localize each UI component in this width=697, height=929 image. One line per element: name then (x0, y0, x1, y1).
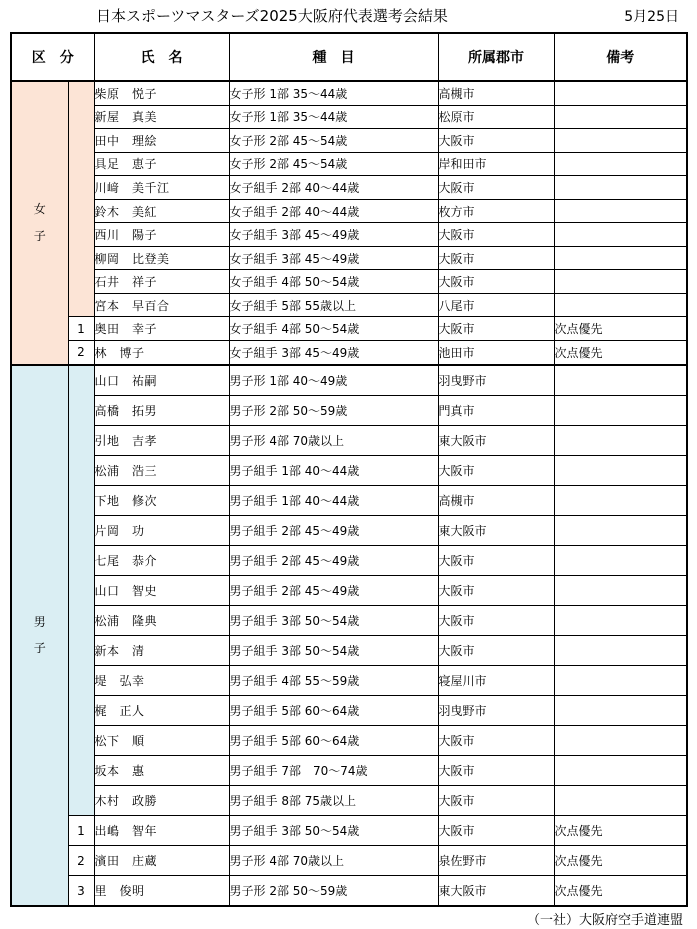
athlete-name: 宮本 早百合 (94, 293, 229, 317)
city-name: 松原市 (438, 105, 554, 129)
event-name: 男子形 4部 70歳以上 (229, 846, 438, 876)
men-table-row (11, 756, 687, 786)
athlete-name: 七尾 恭介 (94, 545, 229, 575)
athlete-name: 川﨑 美千江 (94, 176, 229, 200)
athlete-name: 里 俊明 (94, 876, 229, 907)
men-table-row (11, 846, 687, 876)
athlete-name: 林 博子 (94, 341, 229, 365)
note-cell (554, 696, 687, 726)
event-name: 女子組手 3部 45～49歳 (229, 341, 438, 365)
city-name: 東大阪市 (438, 515, 554, 545)
note-cell (554, 270, 687, 294)
men-table-row (11, 485, 687, 515)
event-name: 男子形 1部 40～49歳 (229, 365, 438, 396)
men-table-row (11, 666, 687, 696)
men-table-row (11, 545, 687, 575)
athlete-name: 高橋 拓男 (94, 395, 229, 425)
note-cell (554, 515, 687, 545)
city-name: 大阪市 (438, 129, 554, 153)
note-cell (554, 545, 687, 575)
city-name: 大阪市 (438, 317, 554, 341)
athlete-name: 出嶋 智年 (94, 816, 229, 846)
men-table-row (11, 395, 687, 425)
men-table-row (11, 696, 687, 726)
event-name: 女子形 1部 35～44歳 (229, 81, 438, 105)
note-cell: 次点優先 (554, 341, 687, 365)
city-name: 寝屋川市 (438, 666, 554, 696)
event-name: 男子組手 2部 45～49歳 (229, 515, 438, 545)
men-main-column (68, 365, 94, 816)
city-name: 大阪市 (438, 176, 554, 200)
women-table-row (11, 317, 687, 341)
city-name: 東大阪市 (438, 876, 554, 907)
men-table-row (11, 365, 687, 396)
athlete-name: 石井 祥子 (94, 270, 229, 294)
city-name: 大阪市 (438, 246, 554, 270)
alternate-rank: 3 (68, 876, 94, 907)
city-name: 枚方市 (438, 199, 554, 223)
city-name: 八尾市 (438, 293, 554, 317)
document-title: 日本スポーツマスターズ2025大阪府代表選考会結果 (96, 7, 448, 25)
alternate-rank: 2 (68, 846, 94, 876)
alternate-rank: 2 (68, 341, 94, 365)
athlete-name: 引地 吉孝 (94, 425, 229, 455)
men-table-row (11, 876, 687, 907)
city-name: 大阪市 (438, 635, 554, 665)
event-name: 女子形 2部 45～54歳 (229, 152, 438, 176)
event-name: 男子組手 5部 60～64歳 (229, 726, 438, 756)
note-cell (554, 246, 687, 270)
note-cell (554, 485, 687, 515)
athlete-name: 山口 智史 (94, 575, 229, 605)
men-table-row (11, 605, 687, 635)
note-cell (554, 455, 687, 485)
header-city: 所属郡市 (438, 33, 554, 81)
alternate-rank: 1 (68, 816, 94, 846)
results-body (11, 81, 687, 906)
note-cell (554, 293, 687, 317)
event-name: 女子組手 2部 40～44歳 (229, 176, 438, 200)
women-table-row (11, 223, 687, 247)
men-table-row (11, 455, 687, 485)
men-table-row (11, 635, 687, 665)
note-cell (554, 152, 687, 176)
header-event: 種 目 (229, 33, 438, 81)
event-name: 男子組手 2部 45～49歳 (229, 575, 438, 605)
men-table-row (11, 515, 687, 545)
event-name: 男子組手 3部 50～54歳 (229, 635, 438, 665)
city-name: 東大阪市 (438, 425, 554, 455)
event-name: 男子組手 3部 50～54歳 (229, 605, 438, 635)
note-cell (554, 756, 687, 786)
athlete-name: 片岡 功 (94, 515, 229, 545)
note-cell (554, 223, 687, 247)
athlete-name: 山口 祐嗣 (94, 365, 229, 396)
men-table-row (11, 786, 687, 816)
note-cell: 次点優先 (554, 317, 687, 341)
athlete-name: 柳岡 比登美 (94, 246, 229, 270)
note-cell (554, 605, 687, 635)
event-name: 男子組手 4部 55～59歳 (229, 666, 438, 696)
event-name: 女子組手 3部 45～49歳 (229, 223, 438, 247)
city-name: 大阪市 (438, 605, 554, 635)
men-table-row (11, 425, 687, 455)
women-main-column (68, 81, 94, 317)
women-table-row (11, 105, 687, 129)
women-table-row (11, 246, 687, 270)
note-cell (554, 81, 687, 105)
city-name: 高槻市 (438, 485, 554, 515)
event-name: 女子組手 3部 45～49歳 (229, 246, 438, 270)
athlete-name: 濱田 庄蔵 (94, 846, 229, 876)
event-name: 女子形 1部 35～44歳 (229, 105, 438, 129)
city-name: 大阪市 (438, 575, 554, 605)
header-division: 区 分 (11, 33, 94, 81)
note-cell (554, 575, 687, 605)
note-cell (554, 666, 687, 696)
note-cell (554, 425, 687, 455)
city-name: 大阪市 (438, 455, 554, 485)
organization-footer: （一社）大阪府空手道連盟 (526, 913, 683, 928)
event-name: 男子組手 7部 70～74歳 (229, 756, 438, 786)
city-name: 泉佐野市 (438, 846, 554, 876)
athlete-name: 下地 修次 (94, 485, 229, 515)
note-cell (554, 786, 687, 816)
note-cell (554, 726, 687, 756)
city-name: 高槻市 (438, 81, 554, 105)
athlete-name: 堤 弘幸 (94, 666, 229, 696)
event-name: 男子組手 8部 75歳以上 (229, 786, 438, 816)
city-name: 大阪市 (438, 726, 554, 756)
note-cell (554, 199, 687, 223)
event-name: 男子組手 3部 50～54歳 (229, 816, 438, 846)
women-table-row (11, 293, 687, 317)
event-name: 女子組手 5部 55歳以上 (229, 293, 438, 317)
men-table-row (11, 816, 687, 846)
city-name: 大阪市 (438, 816, 554, 846)
athlete-name: 松浦 隆典 (94, 605, 229, 635)
event-name: 男子組手 5部 60～64歳 (229, 696, 438, 726)
event-name: 女子組手 4部 50～54歳 (229, 317, 438, 341)
header-name: 氏 名 (94, 33, 229, 81)
document-date: 5月25日 (624, 9, 679, 25)
note-cell: 次点優先 (554, 846, 687, 876)
athlete-name: 鈴木 美紅 (94, 199, 229, 223)
results-table (10, 32, 688, 907)
city-name: 羽曳野市 (438, 696, 554, 726)
men-table-row (11, 575, 687, 605)
event-name: 男子形 4部 70歳以上 (229, 425, 438, 455)
event-name: 男子組手 1部 40～44歳 (229, 485, 438, 515)
note-cell (554, 395, 687, 425)
women-table-row (11, 199, 687, 223)
men-section-label: 男 子 (11, 365, 68, 907)
women-table-row (11, 152, 687, 176)
city-name: 岸和田市 (438, 152, 554, 176)
note-cell (554, 635, 687, 665)
women-table-row (11, 81, 687, 105)
athlete-name: 新本 清 (94, 635, 229, 665)
athlete-name: 田中 理絵 (94, 129, 229, 153)
women-table-row (11, 176, 687, 200)
event-name: 女子組手 4部 50～54歳 (229, 270, 438, 294)
city-name: 大阪市 (438, 756, 554, 786)
event-name: 女子形 2部 45～54歳 (229, 129, 438, 153)
city-name: 大阪市 (438, 223, 554, 247)
city-name: 大阪市 (438, 545, 554, 575)
athlete-name: 柴原 悦子 (94, 81, 229, 105)
note-cell (554, 105, 687, 129)
women-table-row (11, 129, 687, 153)
athlete-name: 梶 正人 (94, 696, 229, 726)
men-table-row (11, 726, 687, 756)
athlete-name: 松浦 浩三 (94, 455, 229, 485)
event-name: 男子組手 2部 45～49歳 (229, 545, 438, 575)
athlete-name: 奥田 幸子 (94, 317, 229, 341)
women-table-row (11, 270, 687, 294)
event-name: 男子形 2部 50～59歳 (229, 876, 438, 907)
event-name: 女子組手 2部 40～44歳 (229, 199, 438, 223)
city-name: 門真市 (438, 395, 554, 425)
header-row (11, 33, 687, 81)
note-cell (554, 365, 687, 396)
header-note: 備考 (554, 33, 687, 81)
athlete-name: 西川 陽子 (94, 223, 229, 247)
athlete-name: 新屋 真美 (94, 105, 229, 129)
city-name: 池田市 (438, 341, 554, 365)
note-cell (554, 176, 687, 200)
event-name: 男子組手 1部 40～44歳 (229, 455, 438, 485)
city-name: 羽曳野市 (438, 365, 554, 396)
athlete-name: 具足 恵子 (94, 152, 229, 176)
event-name: 男子形 2部 50～59歳 (229, 395, 438, 425)
athlete-name: 木村 政勝 (94, 786, 229, 816)
city-name: 大阪市 (438, 786, 554, 816)
note-cell: 次点優先 (554, 816, 687, 846)
women-section-label: 女 子 (11, 81, 68, 365)
alternate-rank: 1 (68, 317, 94, 341)
athlete-name: 坂本 惠 (94, 756, 229, 786)
note-cell: 次点優先 (554, 876, 687, 907)
women-table-row (11, 341, 687, 365)
athlete-name: 松下 順 (94, 726, 229, 756)
note-cell (554, 129, 687, 153)
city-name: 大阪市 (438, 270, 554, 294)
